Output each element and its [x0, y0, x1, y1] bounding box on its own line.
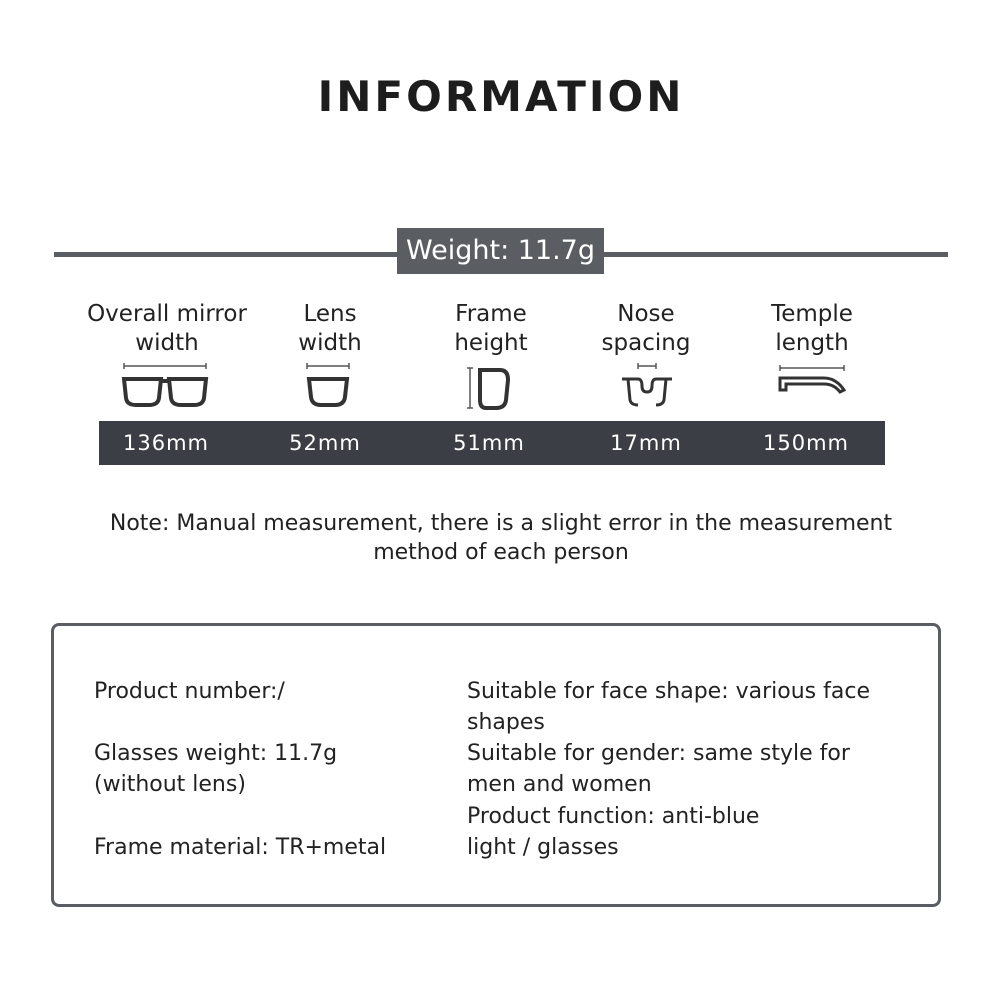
spec-gender: Suitable for gender: same style for men and women: [467, 741, 850, 797]
measurement-note: Note: Manual measurement, there is a slight error in the measurement method of each person: [109, 511, 893, 565]
spec-product-number: Product number:/: [94, 679, 285, 704]
value-nose-spacing: 17mm: [610, 431, 682, 455]
measurement-label-overall-width: Overall mirror width: [87, 301, 247, 356]
temple-arm-icon: [776, 362, 848, 402]
spec-face-shape: Suitable for face shape: various face shapes: [467, 679, 870, 735]
full-frame-icon: [118, 362, 212, 412]
spec-glasses-weight: Glasses weight: 11.7g (without lens): [94, 741, 338, 797]
frame-height-icon: [466, 362, 512, 414]
value-frame-height: 51mm: [453, 431, 525, 455]
value-lens-width: 52mm: [289, 431, 361, 455]
weight-badge: Weight: 11.7g: [397, 228, 604, 274]
measurement-label-nose-spacing: Nose spacing: [601, 301, 691, 356]
page-title: INFORMATION: [317, 72, 685, 121]
value-overall-width: 136mm: [123, 431, 209, 455]
measurement-label-lens-width: Lens width: [298, 301, 362, 356]
measurement-label-temple-length: Temple length: [771, 301, 853, 356]
spec-frame-material: Frame material: TR+metal: [94, 835, 387, 860]
single-lens-icon: [303, 362, 353, 412]
value-temple-length: 150mm: [763, 431, 849, 455]
measurement-label-frame-height: Frame height: [454, 301, 528, 356]
spec-product-function: Product function: anti-blue light / glasses: [467, 804, 760, 860]
nose-bridge-icon: [620, 362, 674, 412]
